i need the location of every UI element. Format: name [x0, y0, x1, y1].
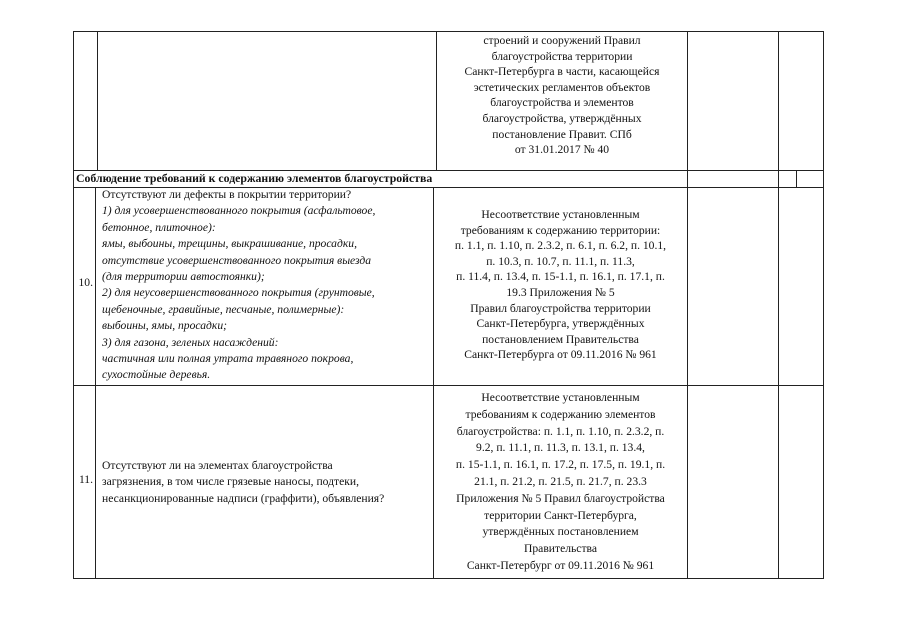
norm-line: Несоответствие установленным: [481, 208, 640, 221]
norm-line: благоустройства территории: [491, 49, 633, 63]
norm-line: п. 10.3, п. 10.7, п. 11.1, п. 11.3,: [486, 254, 635, 268]
row-number: 11.: [78, 473, 93, 486]
question-line: щебеночные, гравийные, песчаные, полимерные):: [102, 302, 345, 316]
question-line: сухостойные деревья.: [102, 368, 211, 382]
row-number: 10.: [78, 276, 93, 289]
norm-line: 19.3 Приложения № 5: [506, 285, 615, 299]
norm-line: территории Санкт-Петербурга,: [484, 508, 637, 522]
question-line: 3) для газона, зеленых насаждений:: [102, 335, 279, 349]
norm-line: Санкт-Петербург от 09.11.2016 № 961: [466, 558, 655, 572]
norm-line: 21.1, п. 21.2, п. 21.5, п. 21.7, п. 23.3: [474, 474, 647, 488]
question-line: 2) для неусовершенствованного покрытия (грунтовые,: [102, 286, 375, 300]
question-line: бетонное, плиточное):: [102, 220, 216, 234]
norm-line: утверждённых постановлением: [482, 525, 639, 539]
table-top-border: [73, 31, 823, 32]
norm-line: требованиям к содержанию элементов: [465, 407, 656, 421]
column-divider: [687, 31, 688, 579]
norm-line: Санкт-Петербурга в части, касающейся: [464, 65, 660, 79]
norm-line: требованиям к содержанию территории:: [460, 223, 661, 237]
norm-line: п. 15-1.1, п. 16.1, п. 17.2, п. 17.5, п. 19.1, п.: [455, 458, 666, 472]
norm-line: эстетических регламентов объектов: [473, 80, 651, 94]
question-cell: [102, 187, 432, 384]
norm-line: 9.2, п. 11.1, п. 11.3, п. 13.1, п. 13.4,: [476, 441, 645, 455]
norm-line: Несоответствие установленным: [481, 391, 640, 404]
norm-line: благоустройства, утверждённых: [482, 111, 642, 125]
row-divider: [73, 385, 823, 386]
row-divider: [73, 578, 823, 579]
question-line: частичная или полная утрата травяного покрова,: [102, 352, 354, 366]
norm-line: п. 11.4, п. 13.4, п. 15-1.1, п. 16.1, п. 17.1, п.: [456, 270, 665, 284]
column-divider: [778, 31, 779, 579]
question-line: ямы, выбоины, трещины, выкрашивание, просадки,: [102, 237, 357, 251]
norm-cell: [434, 390, 687, 575]
question-line: загрязнения, в том числе грязевые наносы, подтеки,: [102, 475, 359, 489]
norm-cell: [434, 207, 687, 363]
question-line: несанкционированные надписи (граффити), объявления?: [102, 491, 385, 505]
question-cell: [102, 458, 432, 507]
question-line: (для территории автостоянки);: [102, 270, 265, 284]
norm-line: Приложения № 5 Правил благоустройства: [456, 491, 665, 505]
column-divider: [95, 187, 96, 579]
question-line: отсутствие усовершенствованного покрытия выезда: [102, 253, 372, 267]
norm-line: постановлением Правительства: [482, 332, 639, 346]
norm-line: от 31.01.2017 № 40: [514, 143, 610, 157]
norm-line: Санкт-Петербурга от 09.11.2016 № 961: [464, 348, 657, 362]
table-left-border: [73, 31, 74, 579]
table-right-border: [823, 31, 824, 579]
norm-line: благоустройства: п. 1.1, п. 1.10, п. 2.3.2, п.: [456, 424, 665, 438]
norm-line: благоустройства и элементов: [490, 96, 634, 110]
section-title: Соблюдение требований к содержанию элементов благоустройства: [76, 171, 433, 185]
question-line: 1) для усовершенствованного покрытия (асфальтовое,: [102, 204, 376, 218]
question-line: Отсутствуют ли на элементах благоустройства: [102, 459, 333, 472]
question-line: выбоины, ямы, просадки;: [102, 319, 227, 333]
norm-line: постановление Правит. СПб: [492, 127, 632, 141]
norm-line: строений и сооружений Правил: [483, 34, 641, 47]
norm-line: п. 1.1, п. 1.10, п. 2.3.2, п. 6.1, п. 6.2, п. 10.1,: [454, 239, 667, 253]
norm-line: Санкт-Петербурга, утверждённых: [476, 317, 645, 331]
norm-line: Правительства: [524, 542, 597, 556]
column-divider: [796, 170, 797, 188]
norm-cell-continuation: [437, 33, 687, 158]
column-divider: [97, 31, 98, 170]
question-line: Отсутствуют ли дефекты в покрытии территории?: [102, 188, 352, 201]
norm-line: Правил благоустройства территории: [470, 301, 651, 315]
